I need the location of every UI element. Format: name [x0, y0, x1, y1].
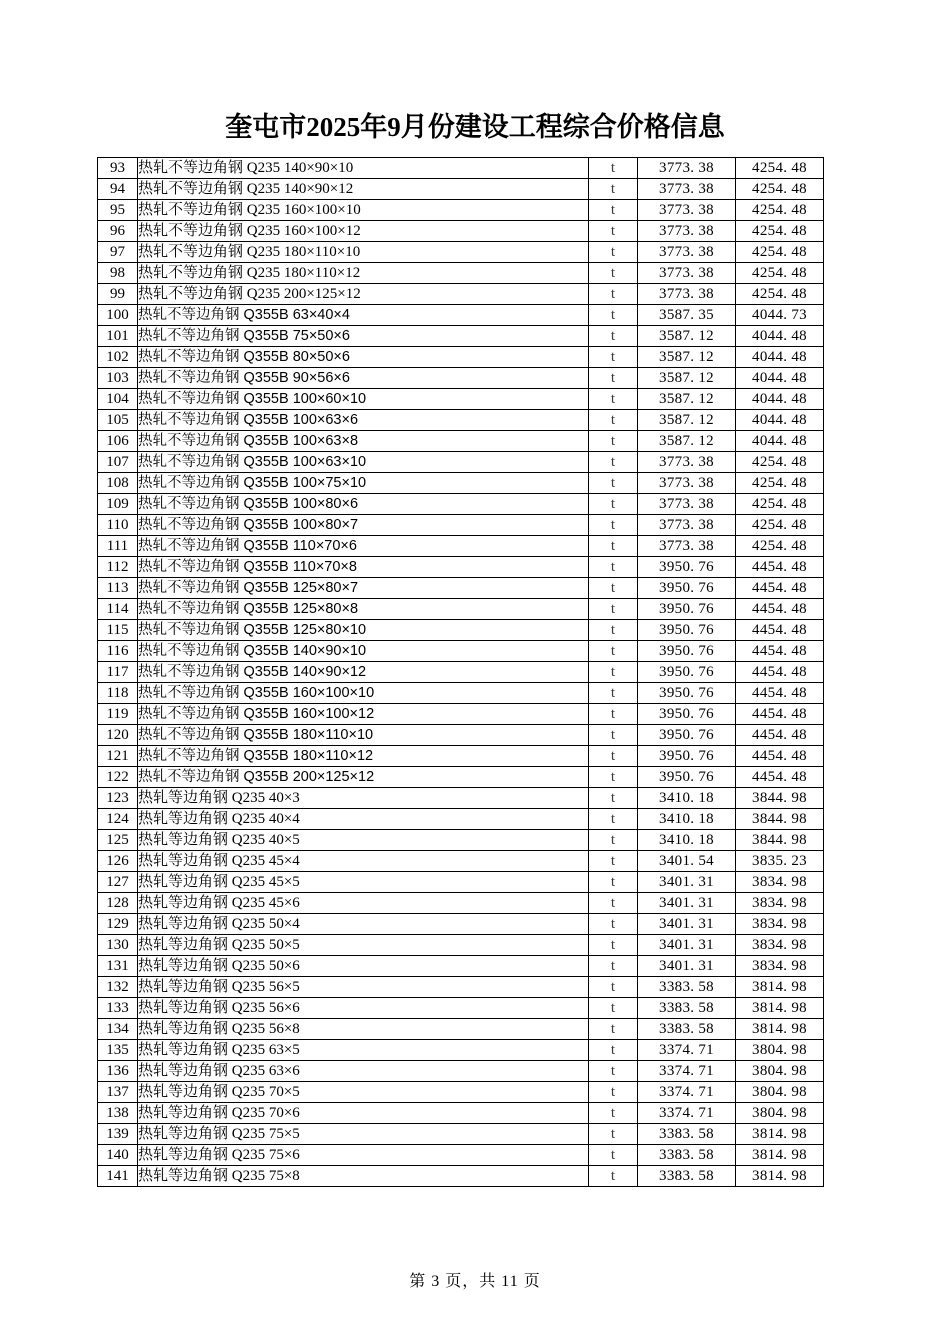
unit-cell: t: [589, 431, 638, 452]
page-title: 奎屯市2025年9月份建设工程综合价格信息: [225, 112, 725, 142]
material-description-cell: 热轧等边角钢 Q235 50×6: [138, 956, 589, 977]
table-row: [98, 725, 824, 746]
material-description-cell: 热轧不等边角钢 Q355B 75×50×6: [138, 326, 589, 347]
table-row: [98, 977, 824, 998]
row-index-cell: 132: [98, 977, 138, 998]
price-including-tax-cell: 4454. 48: [736, 557, 824, 578]
material-description-cell: 热轧不等边角钢 Q355B 100×80×7: [138, 515, 589, 536]
price-excluding-tax-cell: 3950. 76: [638, 641, 736, 662]
price-excluding-tax-cell: 3383. 58: [638, 977, 736, 998]
unit-cell: t: [589, 1061, 638, 1082]
price-excluding-tax-cell: 3773. 38: [638, 263, 736, 284]
price-including-tax-cell: 4254. 48: [736, 536, 824, 557]
row-index-cell: 100: [98, 305, 138, 326]
unit-cell: t: [589, 662, 638, 683]
row-index-cell: 105: [98, 410, 138, 431]
unit-cell: t: [589, 158, 638, 179]
price-excluding-tax-cell: 3374. 71: [638, 1061, 736, 1082]
table-row: [98, 809, 824, 830]
price-excluding-tax-cell: 3950. 76: [638, 578, 736, 599]
unit-cell: t: [589, 725, 638, 746]
material-description-cell: 热轧等边角钢 Q235 50×4: [138, 914, 589, 935]
material-description-cell: 热轧不等边角钢 Q355B 160×100×12: [138, 704, 589, 725]
price-including-tax-cell: 3814. 98: [736, 977, 824, 998]
price-including-tax-cell: 3804. 98: [736, 1040, 824, 1061]
price-including-tax-cell: 4044. 73: [736, 305, 824, 326]
table-row: [98, 473, 824, 494]
price-excluding-tax-cell: 3374. 71: [638, 1040, 736, 1061]
price-including-tax-cell: 4254. 48: [736, 158, 824, 179]
price-excluding-tax-cell: 3587. 12: [638, 368, 736, 389]
material-description-cell: 热轧不等边角钢 Q355B 125×80×10: [138, 620, 589, 641]
price-including-tax-cell: 3814. 98: [736, 1166, 824, 1187]
unit-cell: t: [589, 683, 638, 704]
row-index-cell: 122: [98, 767, 138, 788]
price-including-tax-cell: 3835. 23: [736, 851, 824, 872]
unit-cell: t: [589, 1040, 638, 1061]
material-description-cell: 热轧不等边角钢 Q355B 90×56×6: [138, 368, 589, 389]
price-including-tax-cell: 4254. 48: [736, 263, 824, 284]
table-row: [98, 746, 824, 767]
unit-cell: t: [589, 1019, 638, 1040]
table-row: [98, 620, 824, 641]
material-description-cell: 热轧不等边角钢 Q355B 110×70×8: [138, 557, 589, 578]
price-excluding-tax-cell: 3383. 58: [638, 998, 736, 1019]
row-index-cell: 116: [98, 641, 138, 662]
price-excluding-tax-cell: 3410. 18: [638, 788, 736, 809]
unit-cell: t: [589, 746, 638, 767]
price-including-tax-cell: 4254. 48: [736, 200, 824, 221]
table-row: [98, 599, 824, 620]
price-excluding-tax-cell: 3374. 71: [638, 1103, 736, 1124]
row-index-cell: 136: [98, 1061, 138, 1082]
material-description-cell: 热轧不等边角钢 Q235 160×100×10: [138, 200, 589, 221]
row-index-cell: 102: [98, 347, 138, 368]
unit-cell: t: [589, 326, 638, 347]
row-index-cell: 107: [98, 452, 138, 473]
table-row: [98, 263, 824, 284]
price-including-tax-cell: 3814. 98: [736, 1019, 824, 1040]
table-row: [98, 704, 824, 725]
price-including-tax-cell: 4254. 48: [736, 473, 824, 494]
price-excluding-tax-cell: 3950. 76: [638, 725, 736, 746]
table-row: [98, 221, 824, 242]
price-excluding-tax-cell: 3950. 76: [638, 704, 736, 725]
unit-cell: t: [589, 641, 638, 662]
row-index-cell: 93: [98, 158, 138, 179]
row-index-cell: 129: [98, 914, 138, 935]
table-row: [98, 914, 824, 935]
unit-cell: t: [589, 473, 638, 494]
price-including-tax-cell: 4454. 48: [736, 641, 824, 662]
table-row: [98, 179, 824, 200]
price-excluding-tax-cell: 3950. 76: [638, 746, 736, 767]
row-index-cell: 112: [98, 557, 138, 578]
price-including-tax-cell: 3814. 98: [736, 998, 824, 1019]
row-index-cell: 140: [98, 1145, 138, 1166]
price-excluding-tax-cell: 3950. 76: [638, 683, 736, 704]
material-description-cell: 热轧等边角钢 Q235 56×6: [138, 998, 589, 1019]
material-description-cell: 热轧等边角钢 Q235 75×8: [138, 1166, 589, 1187]
price-including-tax-cell: 3814. 98: [736, 1145, 824, 1166]
price-excluding-tax-cell: 3773. 38: [638, 179, 736, 200]
row-index-cell: 106: [98, 431, 138, 452]
material-description-cell: 热轧不等边角钢 Q235 200×125×12: [138, 284, 589, 305]
price-including-tax-cell: 4454. 48: [736, 746, 824, 767]
table-row: [98, 200, 824, 221]
price-table-container: [97, 157, 823, 1187]
price-excluding-tax-cell: 3773. 38: [638, 158, 736, 179]
price-including-tax-cell: 3834. 98: [736, 935, 824, 956]
material-description-cell: 热轧等边角钢 Q235 40×3: [138, 788, 589, 809]
row-index-cell: 130: [98, 935, 138, 956]
price-including-tax-cell: 4454. 48: [736, 683, 824, 704]
unit-cell: t: [589, 704, 638, 725]
price-including-tax-cell: 4454. 48: [736, 725, 824, 746]
material-description-cell: 热轧等边角钢 Q235 56×8: [138, 1019, 589, 1040]
price-excluding-tax-cell: 3773. 38: [638, 452, 736, 473]
material-description-cell: 热轧不等边角钢 Q235 140×90×12: [138, 179, 589, 200]
unit-cell: t: [589, 536, 638, 557]
unit-cell: t: [589, 1103, 638, 1124]
unit-cell: t: [589, 179, 638, 200]
row-index-cell: 134: [98, 1019, 138, 1040]
price-including-tax-cell: 4254. 48: [736, 515, 824, 536]
unit-cell: t: [589, 221, 638, 242]
table-row: [98, 326, 824, 347]
price-excluding-tax-cell: 3587. 35: [638, 305, 736, 326]
price-excluding-tax-cell: 3773. 38: [638, 536, 736, 557]
price-excluding-tax-cell: 3374. 71: [638, 1082, 736, 1103]
unit-cell: t: [589, 389, 638, 410]
table-row: [98, 662, 824, 683]
table-row: [98, 452, 824, 473]
row-index-cell: 135: [98, 1040, 138, 1061]
unit-cell: t: [589, 284, 638, 305]
price-excluding-tax-cell: 3587. 12: [638, 389, 736, 410]
table-row: [98, 368, 824, 389]
material-description-cell: 热轧不等边角钢 Q235 140×90×10: [138, 158, 589, 179]
price-excluding-tax-cell: 3401. 31: [638, 935, 736, 956]
table-row: [98, 242, 824, 263]
material-description-cell: 热轧不等边角钢 Q355B 125×80×7: [138, 578, 589, 599]
price-excluding-tax-cell: 3383. 58: [638, 1124, 736, 1145]
material-description-cell: 热轧不等边角钢 Q355B 110×70×6: [138, 536, 589, 557]
price-including-tax-cell: 4454. 48: [736, 599, 824, 620]
unit-cell: t: [589, 767, 638, 788]
price-including-tax-cell: 3844. 98: [736, 830, 824, 851]
unit-cell: t: [589, 368, 638, 389]
price-including-tax-cell: 4044. 48: [736, 347, 824, 368]
table-row: [98, 578, 824, 599]
price-excluding-tax-cell: 3773. 38: [638, 242, 736, 263]
table-row: [98, 1040, 824, 1061]
row-index-cell: 98: [98, 263, 138, 284]
unit-cell: t: [589, 263, 638, 284]
material-description-cell: 热轧不等边角钢 Q235 180×110×12: [138, 263, 589, 284]
price-including-tax-cell: 3804. 98: [736, 1082, 824, 1103]
table-row: [98, 305, 824, 326]
price-excluding-tax-cell: 3401. 31: [638, 893, 736, 914]
unit-cell: t: [589, 1145, 638, 1166]
unit-cell: t: [589, 452, 638, 473]
row-index-cell: 137: [98, 1082, 138, 1103]
row-index-cell: 133: [98, 998, 138, 1019]
price-including-tax-cell: 3814. 98: [736, 1124, 824, 1145]
price-excluding-tax-cell: 3773. 38: [638, 284, 736, 305]
price-excluding-tax-cell: 3950. 76: [638, 767, 736, 788]
table-row: [98, 1019, 824, 1040]
unit-cell: t: [589, 494, 638, 515]
row-index-cell: 109: [98, 494, 138, 515]
material-description-cell: 热轧等边角钢 Q235 63×5: [138, 1040, 589, 1061]
price-excluding-tax-cell: 3401. 31: [638, 914, 736, 935]
material-description-cell: 热轧等边角钢 Q235 70×5: [138, 1082, 589, 1103]
table-row: [98, 935, 824, 956]
table-row: [98, 536, 824, 557]
material-description-cell: 热轧等边角钢 Q235 45×5: [138, 872, 589, 893]
row-index-cell: 139: [98, 1124, 138, 1145]
price-including-tax-cell: 4254. 48: [736, 284, 824, 305]
price-including-tax-cell: 3844. 98: [736, 809, 824, 830]
material-description-cell: 热轧等边角钢 Q235 50×5: [138, 935, 589, 956]
table-row: [98, 830, 824, 851]
row-index-cell: 141: [98, 1166, 138, 1187]
price-excluding-tax-cell: 3401. 54: [638, 851, 736, 872]
price-including-tax-cell: 4454. 48: [736, 767, 824, 788]
price-excluding-tax-cell: 3773. 38: [638, 221, 736, 242]
unit-cell: t: [589, 599, 638, 620]
unit-cell: t: [589, 935, 638, 956]
unit-cell: t: [589, 557, 638, 578]
material-description-cell: 热轧不等边角钢 Q235 160×100×12: [138, 221, 589, 242]
row-index-cell: 94: [98, 179, 138, 200]
price-including-tax-cell: 4254. 48: [736, 221, 824, 242]
price-including-tax-cell: 4044. 48: [736, 389, 824, 410]
table-row: [98, 1103, 824, 1124]
table-row: [98, 1166, 824, 1187]
material-description-cell: 热轧不等边角钢 Q355B 100×75×10: [138, 473, 589, 494]
table-row: [98, 557, 824, 578]
unit-cell: t: [589, 914, 638, 935]
row-index-cell: 97: [98, 242, 138, 263]
row-index-cell: 114: [98, 599, 138, 620]
price-excluding-tax-cell: 3383. 58: [638, 1019, 736, 1040]
material-description-cell: 热轧不等边角钢 Q355B 200×125×12: [138, 767, 589, 788]
row-index-cell: 126: [98, 851, 138, 872]
table-row: [98, 515, 824, 536]
price-excluding-tax-cell: 3773. 38: [638, 515, 736, 536]
unit-cell: t: [589, 1124, 638, 1145]
material-description-cell: 热轧不等边角钢 Q355B 180×110×10: [138, 725, 589, 746]
price-excluding-tax-cell: 3410. 18: [638, 809, 736, 830]
material-description-cell: 热轧不等边角钢 Q355B 63×40×4: [138, 305, 589, 326]
unit-cell: t: [589, 347, 638, 368]
table-row: [98, 1124, 824, 1145]
row-index-cell: 138: [98, 1103, 138, 1124]
table-row: [98, 788, 824, 809]
material-description-cell: 热轧不等边角钢 Q355B 100×63×8: [138, 431, 589, 452]
unit-cell: t: [589, 851, 638, 872]
row-index-cell: 111: [98, 536, 138, 557]
unit-cell: t: [589, 1082, 638, 1103]
price-including-tax-cell: 4254. 48: [736, 452, 824, 473]
price-excluding-tax-cell: 3773. 38: [638, 200, 736, 221]
material-description-cell: 热轧等边角钢 Q235 75×6: [138, 1145, 589, 1166]
price-excluding-tax-cell: 3383. 58: [638, 1145, 736, 1166]
table-row: [98, 410, 824, 431]
unit-cell: t: [589, 515, 638, 536]
price-excluding-tax-cell: 3401. 31: [638, 872, 736, 893]
table-row: [98, 683, 824, 704]
table-row: [98, 872, 824, 893]
price-including-tax-cell: 4454. 48: [736, 578, 824, 599]
price-including-tax-cell: 3834. 98: [736, 872, 824, 893]
material-description-cell: 热轧不等边角钢 Q355B 140×90×12: [138, 662, 589, 683]
material-description-cell: 热轧不等边角钢 Q355B 100×80×6: [138, 494, 589, 515]
material-description-cell: 热轧等边角钢 Q235 75×5: [138, 1124, 589, 1145]
material-description-cell: 热轧等边角钢 Q235 63×6: [138, 1061, 589, 1082]
price-excluding-tax-cell: 3773. 38: [638, 473, 736, 494]
table-row: [98, 956, 824, 977]
material-description-cell: 热轧等边角钢 Q235 56×5: [138, 977, 589, 998]
row-index-cell: 117: [98, 662, 138, 683]
price-excluding-tax-cell: 3773. 38: [638, 494, 736, 515]
material-description-cell: 热轧等边角钢 Q235 40×4: [138, 809, 589, 830]
price-including-tax-cell: 3804. 98: [736, 1061, 824, 1082]
unit-cell: t: [589, 200, 638, 221]
row-index-cell: 127: [98, 872, 138, 893]
table-row: [98, 851, 824, 872]
table-row: [98, 1082, 824, 1103]
price-excluding-tax-cell: 3950. 76: [638, 662, 736, 683]
row-index-cell: 99: [98, 284, 138, 305]
price-including-tax-cell: 4454. 48: [736, 704, 824, 725]
price-excluding-tax-cell: 3950. 76: [638, 620, 736, 641]
table-row: [98, 998, 824, 1019]
unit-cell: t: [589, 893, 638, 914]
price-excluding-tax-cell: 3587. 12: [638, 431, 736, 452]
table-row: [98, 284, 824, 305]
material-description-cell: 热轧等边角钢 Q235 40×5: [138, 830, 589, 851]
table-row: [98, 494, 824, 515]
row-index-cell: 124: [98, 809, 138, 830]
row-index-cell: 118: [98, 683, 138, 704]
price-including-tax-cell: 4454. 48: [736, 620, 824, 641]
table-row: [98, 641, 824, 662]
material-description-cell: 热轧不等边角钢 Q355B 140×90×10: [138, 641, 589, 662]
row-index-cell: 110: [98, 515, 138, 536]
price-excluding-tax-cell: 3587. 12: [638, 410, 736, 431]
table-row: [98, 431, 824, 452]
unit-cell: t: [589, 809, 638, 830]
price-including-tax-cell: 3844. 98: [736, 788, 824, 809]
row-index-cell: 121: [98, 746, 138, 767]
material-description-cell: 热轧不等边角钢 Q355B 125×80×8: [138, 599, 589, 620]
row-index-cell: 104: [98, 389, 138, 410]
price-table: [97, 157, 824, 1187]
unit-cell: t: [589, 830, 638, 851]
unit-cell: t: [589, 305, 638, 326]
row-index-cell: 131: [98, 956, 138, 977]
price-including-tax-cell: 4044. 48: [736, 410, 824, 431]
material-description-cell: 热轧等边角钢 Q235 45×4: [138, 851, 589, 872]
price-excluding-tax-cell: 3587. 12: [638, 347, 736, 368]
price-excluding-tax-cell: 3401. 31: [638, 956, 736, 977]
table-row: [98, 158, 824, 179]
unit-cell: t: [589, 242, 638, 263]
price-including-tax-cell: 3804. 98: [736, 1103, 824, 1124]
table-row: [98, 1061, 824, 1082]
unit-cell: t: [589, 788, 638, 809]
row-index-cell: 108: [98, 473, 138, 494]
unit-cell: t: [589, 1166, 638, 1187]
material-description-cell: 热轧不等边角钢 Q355B 80×50×6: [138, 347, 589, 368]
table-row: [98, 1145, 824, 1166]
row-index-cell: 125: [98, 830, 138, 851]
row-index-cell: 95: [98, 200, 138, 221]
table-row: [98, 347, 824, 368]
price-including-tax-cell: 4254. 48: [736, 179, 824, 200]
price-excluding-tax-cell: 3410. 18: [638, 830, 736, 851]
price-including-tax-cell: 3834. 98: [736, 893, 824, 914]
row-index-cell: 101: [98, 326, 138, 347]
price-excluding-tax-cell: 3950. 76: [638, 557, 736, 578]
material-description-cell: 热轧不等边角钢 Q235 180×110×10: [138, 242, 589, 263]
row-index-cell: 123: [98, 788, 138, 809]
row-index-cell: 119: [98, 704, 138, 725]
unit-cell: t: [589, 620, 638, 641]
price-including-tax-cell: 4044. 48: [736, 368, 824, 389]
material-description-cell: 热轧不等边角钢 Q355B 100×63×10: [138, 452, 589, 473]
price-excluding-tax-cell: 3383. 58: [638, 1166, 736, 1187]
price-including-tax-cell: 4044. 48: [736, 326, 824, 347]
row-index-cell: 115: [98, 620, 138, 641]
price-excluding-tax-cell: 3950. 76: [638, 599, 736, 620]
material-description-cell: 热轧不等边角钢 Q355B 160×100×10: [138, 683, 589, 704]
unit-cell: t: [589, 956, 638, 977]
material-description-cell: 热轧不等边角钢 Q355B 100×63×6: [138, 410, 589, 431]
price-including-tax-cell: 3834. 98: [736, 914, 824, 935]
table-row: [98, 893, 824, 914]
row-index-cell: 103: [98, 368, 138, 389]
table-row: [98, 767, 824, 788]
material-description-cell: 热轧不等边角钢 Q355B 100×60×10: [138, 389, 589, 410]
price-including-tax-cell: 4254. 48: [736, 494, 824, 515]
unit-cell: t: [589, 578, 638, 599]
price-excluding-tax-cell: 3587. 12: [638, 326, 736, 347]
price-including-tax-cell: 3834. 98: [736, 956, 824, 977]
row-index-cell: 120: [98, 725, 138, 746]
table-row: [98, 389, 824, 410]
material-description-cell: 热轧不等边角钢 Q355B 180×110×12: [138, 746, 589, 767]
material-description-cell: 热轧等边角钢 Q235 45×6: [138, 893, 589, 914]
unit-cell: t: [589, 872, 638, 893]
material-description-cell: 热轧等边角钢 Q235 70×6: [138, 1103, 589, 1124]
row-index-cell: 96: [98, 221, 138, 242]
price-including-tax-cell: 4044. 48: [736, 431, 824, 452]
page-footer: 第 3 页，共 11 页: [409, 1273, 541, 1290]
unit-cell: t: [589, 977, 638, 998]
price-including-tax-cell: 4454. 48: [736, 662, 824, 683]
row-index-cell: 128: [98, 893, 138, 914]
unit-cell: t: [589, 410, 638, 431]
price-including-tax-cell: 4254. 48: [736, 242, 824, 263]
row-index-cell: 113: [98, 578, 138, 599]
unit-cell: t: [589, 998, 638, 1019]
price-table-body: [98, 158, 824, 1187]
